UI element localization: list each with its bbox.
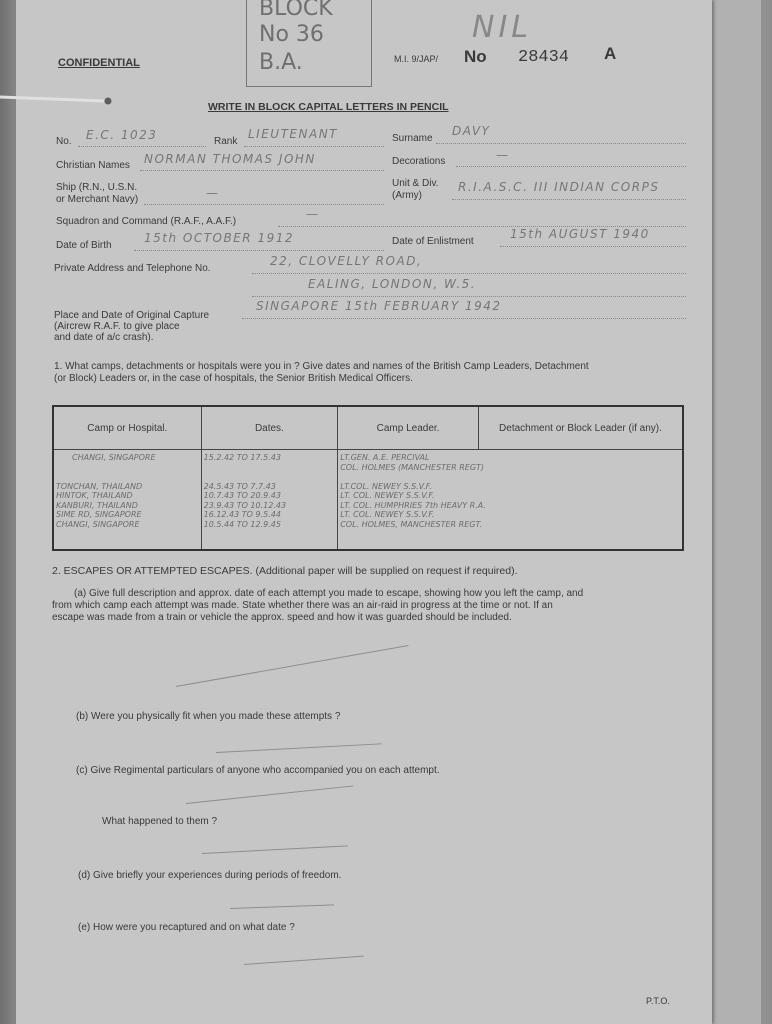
capture-label-3: and date of a/c crash). xyxy=(54,332,154,343)
dates-cell xyxy=(201,450,338,551)
camp-entry: SIME RD, SINGAPORE xyxy=(56,510,142,519)
stamp-line-2: No 36 xyxy=(259,22,324,47)
camp-entry: CHANGI, SINGAPORE xyxy=(72,453,156,462)
leader-entry: LT.GEN. A.E. PERCIVAL xyxy=(340,453,430,462)
camps-cell xyxy=(53,450,201,551)
question-1-line-2: (or Block) Leaders or, in the case of hospitals, the Senior British Medical Officers. xyxy=(54,373,413,384)
confidential-label: CONFIDENTIAL xyxy=(58,57,140,69)
surname-value: DAVY xyxy=(452,124,491,138)
pencil-stroke xyxy=(230,904,334,909)
rank-label: Rank xyxy=(214,136,238,147)
col-camp-leader: Camp Leader. xyxy=(338,406,479,450)
stamp-line-1: BLOCK xyxy=(259,0,333,21)
question-2a-line-2: from which camp each attempt was made. State whether there was an air-raid in progress at the time or not. If an xyxy=(52,600,553,611)
question-2a-line-3: escape was made from a train or vehicle the approx. speed and how it was guarded should be included. xyxy=(52,612,512,623)
leaders-cell xyxy=(338,450,683,551)
squadron-value: — xyxy=(306,207,320,221)
address-line-1: 22, CLOVELLY ROAD, xyxy=(270,254,423,268)
date-entry: 10.5.44 TO 12.9.45 xyxy=(203,519,281,529)
pencil-stroke xyxy=(186,785,353,804)
col-camp: Camp or Hospital. xyxy=(53,406,201,450)
ship-label-2: or Merchant Navy) xyxy=(56,194,139,205)
surname-label: Surname xyxy=(392,133,433,144)
pencil-stroke xyxy=(216,743,382,753)
dob-label: Date of Birth xyxy=(56,240,112,251)
christian-names-label: Christian Names xyxy=(56,160,130,171)
pencil-stroke xyxy=(202,845,348,854)
date-entry: 15.2.42 TO 17.5.43 xyxy=(203,453,281,462)
number-symbol: No xyxy=(464,47,487,66)
pto-label: P.T.O. xyxy=(646,996,670,1006)
date-entry: 16.12.43 TO 9.5.44 xyxy=(203,510,281,519)
unit-label-2: (Army) xyxy=(392,190,422,201)
question-2-title: 2. ESCAPES OR ATTEMPTED ESCAPES. (Additional paper will be supplied on request if required). xyxy=(52,565,518,577)
question-2c-sub: What happened to them ? xyxy=(102,816,218,827)
col-dates: Dates. xyxy=(201,406,338,450)
reference-number: 28434 xyxy=(518,48,570,67)
question-2a-line-1: (a) Give full description and approx. date of each attempt you made to escape, showing how you left the camp, and xyxy=(74,588,584,599)
enlistment-label: Date of Enlistment xyxy=(392,236,474,247)
dob-value: 15th OCTOBER 1912 xyxy=(144,231,294,245)
rank-value: LIEUTENANT xyxy=(248,127,338,141)
capture-value: SINGAPORE 15th FEBRUARY 1942 xyxy=(256,299,502,313)
squadron-label: Squadron and Command (R.A.F., A.A.F.) xyxy=(56,216,237,227)
date-entry: 23.9.43 TO 10.12.43 xyxy=(203,500,287,510)
pencil-stroke xyxy=(244,956,364,965)
stamp-line-3: B.A. xyxy=(259,50,303,75)
question-2d: (d) Give briefly your experiences during periods of freedom. xyxy=(78,870,342,881)
unit-value: R.I.A.S.C. III INDIAN CORPS xyxy=(458,180,660,194)
col-detachment-leader: Detachment or Block Leader (if any). xyxy=(478,406,683,450)
decorations-value: — xyxy=(496,148,510,162)
camp-entry: KANBURI, THAILAND xyxy=(56,500,138,510)
address-line-2: EALING, LONDON, W.5. xyxy=(308,277,477,291)
no-label: No. xyxy=(56,136,72,147)
leader-entry: LT.COL. NEWEY S.S.V.F. xyxy=(340,481,432,491)
christian-names-value: NORMAN THOMAS JOHN xyxy=(144,152,316,166)
form-sheet xyxy=(16,0,712,1024)
capture-label-1: Place and Date of Original Capture xyxy=(54,310,210,321)
no-value: E.C. 1023 xyxy=(86,128,158,142)
leader-entry: LT. COL. NEWEY S.S.V.F. xyxy=(340,510,435,519)
question-2c: (c) Give Regimental particulars of anyone who accompanied you on each attempt. xyxy=(76,765,440,776)
leader-entry: COL. HOLMES, MANCHESTER REGT. xyxy=(340,519,482,529)
address-label: Private Address and Telephone No. xyxy=(54,263,211,274)
ship-value: — xyxy=(206,186,220,200)
date-entry: 10.7.43 TO 20.9.43 xyxy=(203,491,281,500)
camp-entry: CHANGI, SINGAPORE xyxy=(56,519,140,529)
unit-label-1: Unit & Div. xyxy=(392,178,439,189)
capture-label-2: (Aircrew R.A.F. to give place xyxy=(54,321,180,332)
leader-entry: LT. COL. HUMPHRIES 7th HEAVY R.A. xyxy=(340,500,486,510)
date-entry: 24.5.43 TO 7.7.43 xyxy=(203,481,276,491)
decorations-label: Decorations xyxy=(392,156,446,167)
camp-entry: TONCHAN, THAILAND xyxy=(56,481,143,491)
enlistment-value: 15th AUGUST 1940 xyxy=(510,227,650,241)
instruction-heading: WRITE IN BLOCK CAPITAL LETTERS IN PENCIL xyxy=(208,101,449,113)
camp-entry: HINTOK, THAILAND xyxy=(56,491,133,500)
ship-label-1: Ship (R.N., U.S.N. xyxy=(56,182,138,193)
ref-prefix: M.I. 9/JAP/ xyxy=(394,54,439,64)
block-stamp xyxy=(246,0,372,87)
question-2e: (e) How were you recaptured and on what date ? xyxy=(78,922,295,933)
question-2b: (b) Were you physically fit when you made these attempts ? xyxy=(76,711,341,722)
string-tie xyxy=(0,93,120,105)
question-1-line-1: 1. What camps, detachments or hospitals were you in ? Give dates and names of the British Camp Leaders, Detachment xyxy=(54,361,589,372)
pencil-stroke xyxy=(176,645,409,687)
nil-annotation: NIL xyxy=(472,10,533,45)
camps-table xyxy=(52,405,684,551)
leader-entry: COL. HOLMES (MANCHESTER REGT) xyxy=(340,462,485,472)
reference-suffix: A xyxy=(604,44,617,63)
leader-entry: LT. COL. NEWEY S.S.V.F. xyxy=(340,491,435,500)
